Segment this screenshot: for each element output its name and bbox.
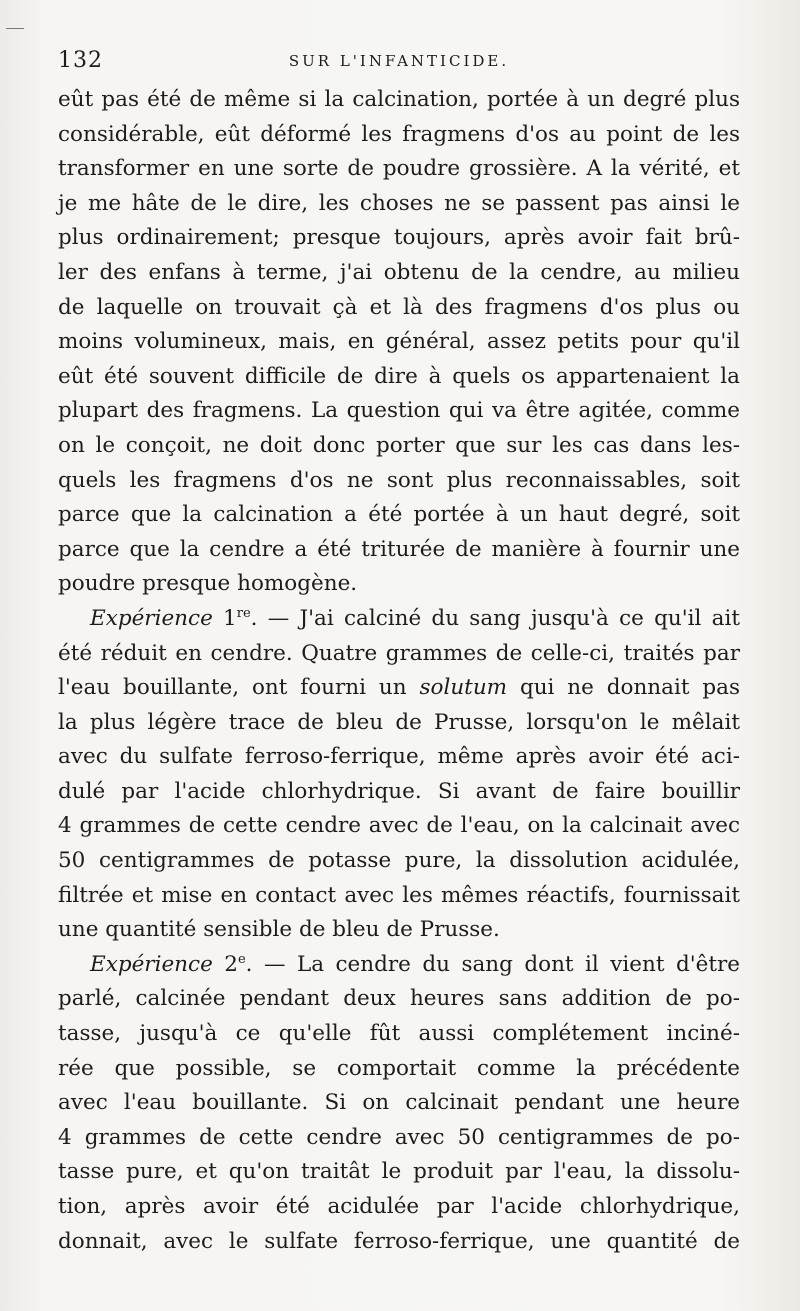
text-line: dulé par l'acide chlorhydrique. Si avant de faire bouillir (58, 778, 740, 804)
text-line: poudre presque homogène. (58, 571, 358, 597)
text-line-rest: . — J'ai calciné du sang jusqu'à ce qu'il ait (250, 605, 740, 631)
paragraph-continuation (58, 83, 740, 602)
text-line: moins volumineux, mais, en général, assez petits pour qu'il (58, 329, 740, 355)
text-line: avec du sulfate ferroso-ferrique, même après avoir été aci- (58, 744, 740, 770)
text-line: parce que la calcination a été portée à un haut degré, soit (58, 502, 740, 528)
experience-1-paragraph (58, 602, 740, 948)
text-line: plupart des fragmens. La question qui va être agitée, comme (58, 398, 740, 424)
text-line: quels les fragmens d'os ne sont plus reconnaissables, soit (58, 467, 740, 493)
text-line: avec l'eau bouillante. Si on calcinait pendant une heure (58, 1090, 740, 1116)
text-line: 4 grammes de cette cendre avec de l'eau, on la calcinait avec (58, 813, 740, 839)
experience-2-heading-line (58, 948, 740, 983)
text-line: eût pas été de même si la calcination, portée à un degré plus (58, 87, 740, 112)
text-line: on le conçoit, ne doit donc porter que sur les cas dans les- (58, 432, 740, 458)
text-line: parce que la cendre a été triturée de manière à fournir une (58, 536, 740, 562)
italic-term: solutum (419, 675, 508, 701)
text-segment: qui ne donnait pas (507, 675, 740, 701)
experience-label: Expérience (90, 951, 213, 977)
experience-2-paragraph (58, 948, 740, 1259)
margin-mark (6, 28, 24, 29)
text-line (58, 671, 740, 706)
page-header (58, 48, 740, 78)
text-line: filtrée et mise en contact avec les mêmes réactifs, fournissait (58, 882, 740, 908)
text-line: rée que possible, se comportait comme la précédente (58, 1055, 740, 1081)
text-line: tasse pure, et qu'on traitât le produit par l'eau, la dissolu- (58, 1159, 740, 1185)
text-line: tasse, jusqu'à ce qu'elle fût aussi complétement inciné- (58, 1021, 740, 1047)
text-line: tion, après avoir été acidulée par l'acide chlorhydrique, (58, 1194, 740, 1219)
ordinal-suffix: re (236, 605, 251, 621)
text-line: considérable, eût déformé les fragmens d'os au point de les (58, 121, 740, 147)
text-line: 50 centigrammes de potasse pure, la dissolution acidulée, (58, 848, 740, 874)
text-line: été réduit en cendre. Quatre grammes de celle-ci, traités par (58, 640, 740, 666)
experience-label: Expérience (90, 605, 213, 631)
text-line: plus ordinairement; presque toujours, après avoir fait brû- (58, 225, 740, 251)
text-line: parlé, calcinée pendant deux heures sans addition de po- (58, 986, 740, 1012)
text-line: transformer en une sorte de poudre grossière. A la vérité, et (58, 156, 740, 182)
text-line: la plus légère trace de bleu de Prusse, lorsqu'on le mêlait (58, 709, 740, 735)
text-line: donnait, avec le sulfate ferroso-ferrique, une quantité de (58, 1228, 740, 1254)
text-line: 4 grammes de cette cendre avec 50 centigrammes de po- (58, 1124, 740, 1150)
ordinal-suffix: e (237, 951, 246, 967)
text-line: une quantité sensible de bleu de Prusse. (58, 917, 500, 943)
text-line: eût été souvent difficile de dire à quels os appartenaient la (58, 363, 740, 389)
text-segment: l'eau bouillante, ont fourni un (58, 675, 420, 701)
text-line: de laquelle on trouvait çà et là des fragmens d'os plus ou (58, 294, 740, 320)
experience-number: 2 (224, 951, 238, 977)
text-line-rest: . — La cendre du sang dont il vient d'être (245, 951, 740, 977)
body-text (58, 83, 740, 1259)
running-head: SUR L'INFANTICIDE. (288, 52, 510, 70)
text-line: je me hâte de le dire, les choses ne se passent pas ainsi le (58, 190, 740, 216)
experience-number: 1 (223, 605, 237, 631)
text-line: ler des enfans à terme, j'ai obtenu de la cendre, au milieu (58, 259, 740, 285)
page-number: 132 (58, 48, 103, 73)
experience-1-heading-line (58, 602, 740, 637)
